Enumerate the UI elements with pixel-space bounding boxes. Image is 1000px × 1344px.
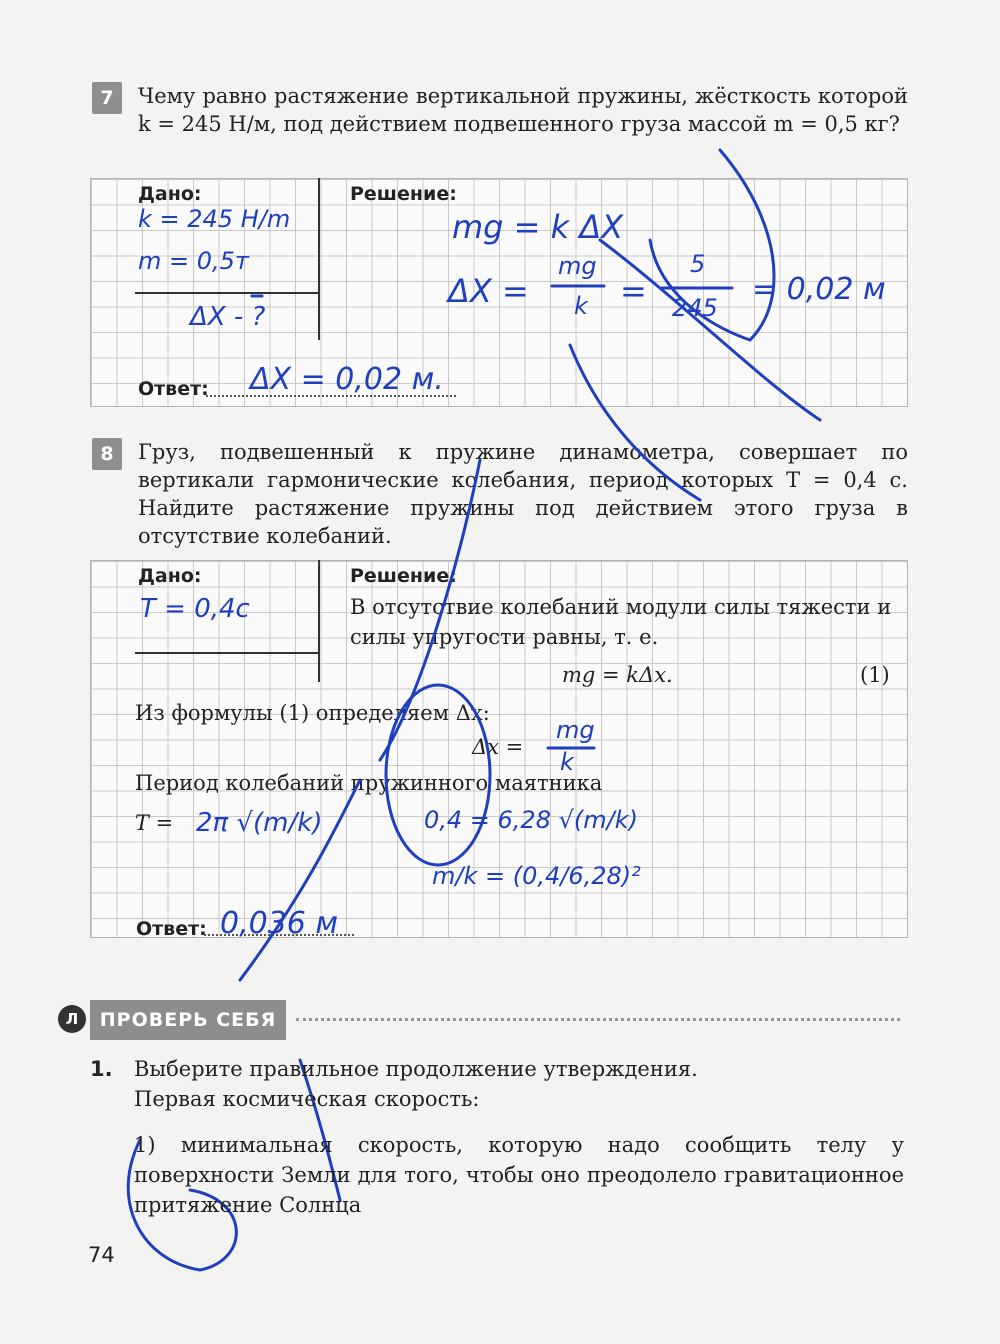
- task-8-badge: 8: [92, 438, 122, 470]
- task-7-hand-frac2-num: 5: [690, 250, 706, 278]
- task-8-hand-calc-1: 0,4 = 6,28 √(m/k): [424, 806, 638, 834]
- task-7-hand-answer: ΔX = 0,02 м.: [250, 362, 444, 397]
- page-number: 74: [88, 1243, 115, 1267]
- check-banner-dots: [296, 1018, 900, 1021]
- task-8-given-label: Дано:: [138, 565, 202, 587]
- task-8-answer-label: Ответ:: [136, 918, 207, 940]
- task-8-hand-answer: 0,036 м: [220, 906, 339, 941]
- task-8-question: Груз, подвешенный к пружине динамометра, совершает по вертикали гармонические колебания, период которых T = 0,4 с. Найдите растяжение пружины под действием этого груза в отсутствие колебаний.: [138, 440, 908, 548]
- task-8-formula-1-number: (1): [860, 663, 890, 687]
- task-8-hand-period: 2π √(m/k): [196, 808, 323, 838]
- task-8-solution-text: В отсутствие колебаний модули силы тяжести и силы упругости равны, т. е.: [350, 595, 892, 649]
- scribble-curve-1: [650, 150, 774, 340]
- task-7-answer-label: Ответ:: [138, 378, 209, 400]
- task-8-formula-1: mg = kΔx.: [562, 663, 673, 687]
- task-8-hand-calc-2: m/k = (0,4/6,28)²: [432, 862, 641, 890]
- scribble-circle: [386, 685, 490, 865]
- task-7-badge: 7: [92, 82, 122, 114]
- task-7-hand-frac-den: k: [574, 292, 588, 320]
- task-8-dx-equation: Δx =: [472, 735, 524, 759]
- scribble-curve-2: [600, 240, 820, 420]
- task-8-period-text: Период колебаний пружинного маятника: [135, 771, 603, 795]
- task-8-from-formula: Из формулы (1) определяем Δx:: [135, 701, 490, 725]
- task-7-hand-result: = 0,02 м: [752, 272, 886, 307]
- scribble-slash-2: [240, 780, 360, 980]
- task-8-solution-label: Решение:: [350, 565, 457, 587]
- task-7-hand-frac-num: mg: [558, 252, 597, 280]
- task-7-hand-given-m: m = 0,5т: [138, 247, 249, 275]
- q1-option-1: 1) минимальная скорость, которую надо сообщить телу у поверхности Земли для того, чтобы оно преодолело гравитационное притяжение Солнца: [134, 1133, 904, 1217]
- task-7-hand-find: ΔX - ?: [190, 302, 266, 332]
- task-8-T-equation: T =: [135, 811, 174, 835]
- scribble-curve-3: [570, 345, 700, 500]
- task-7-hand-given-k: k = 245 H/m: [138, 205, 291, 233]
- check-icon: Л: [58, 1005, 86, 1033]
- q1-number: 1.: [90, 1057, 113, 1081]
- task-7-hand-frac2-den: 245: [672, 294, 718, 322]
- task-7-given-label: Дано:: [138, 183, 202, 205]
- task-7-question: Чему равно растяжение вертикальной пружины, жёсткость которой k = 245 Н/м, под действием подвешенного груза массой m = 0,5 кг?: [138, 84, 908, 136]
- q1-line-1: Выберите правильное продолжение утверждения.: [134, 1057, 698, 1081]
- q1-line-2: Первая космическая скорость:: [134, 1087, 480, 1111]
- scribble-slash-1: [380, 460, 480, 760]
- task-8-hand-given: T = 0,4c: [140, 594, 250, 624]
- task-8-hand-dx-den: k: [560, 748, 574, 776]
- task-7-hand-eq2: ΔX =: [448, 272, 529, 310]
- task-7-solution-label: Решение:: [350, 183, 457, 205]
- task-7-hand-eq-sign: =: [620, 272, 647, 310]
- task-7-hand-eq1: mg = k ΔX: [452, 208, 624, 246]
- task-8-hand-dx-num: mg: [556, 716, 595, 744]
- check-banner: ПРОВЕРЬ СЕБЯ: [90, 1000, 286, 1040]
